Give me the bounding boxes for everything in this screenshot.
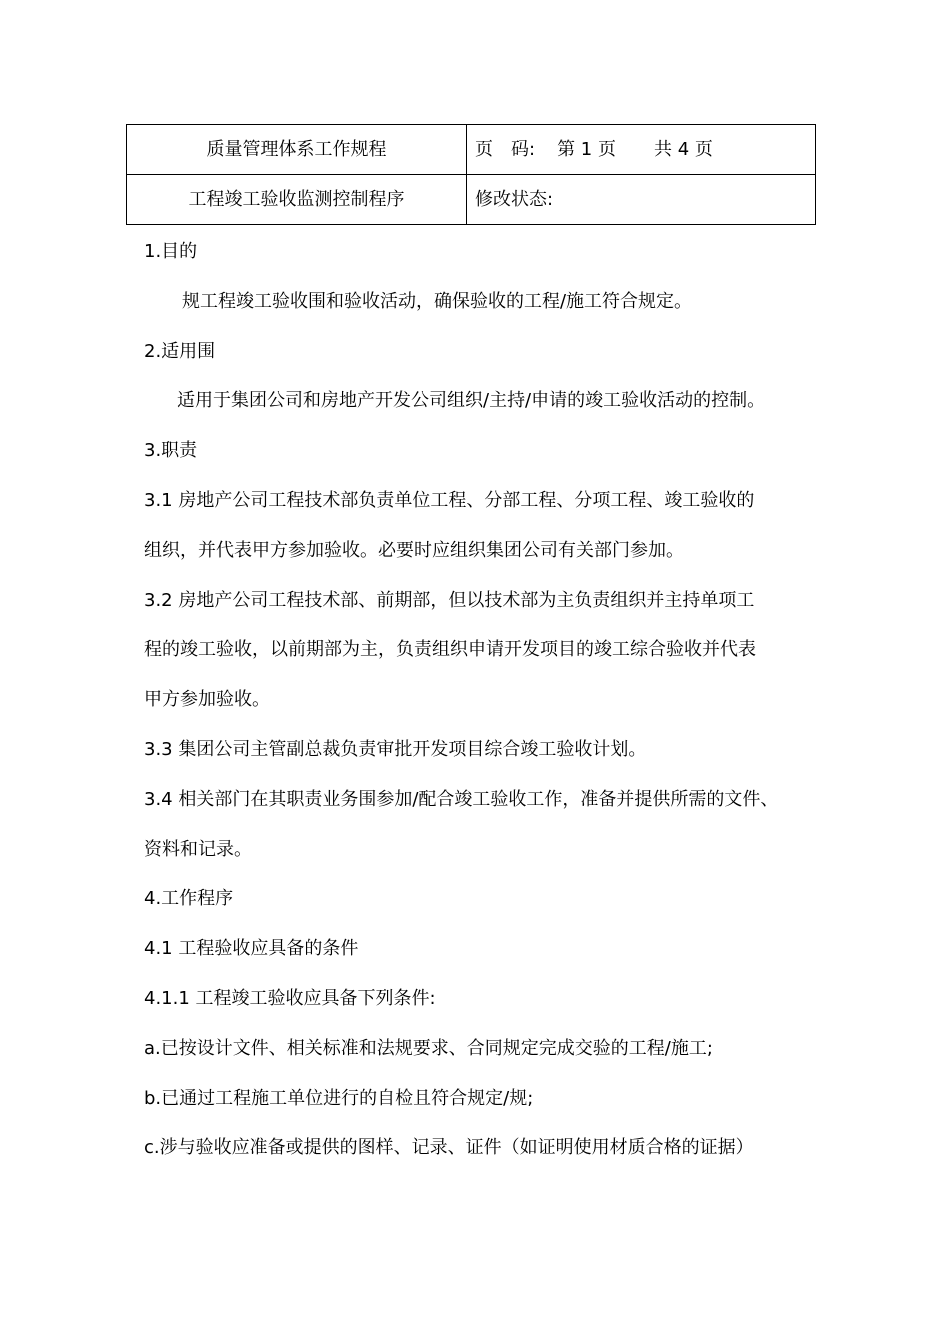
- document-title-cell: 工程竣工验收监测控制程序: [127, 175, 467, 225]
- page-number-label: 页 码:: [475, 139, 536, 160]
- document-category-cell: 质量管理体系工作规程: [127, 125, 467, 175]
- header-row-2: [127, 175, 816, 225]
- revision-status-cell: 修改状态:: [467, 175, 816, 225]
- list-item: c.涉与验收应准备或提供的图样、记录、证件（如证明使用材质合格的证据）: [144, 1137, 754, 1159]
- section-heading: 2.适用围: [144, 340, 216, 362]
- header-row-1: [127, 125, 816, 175]
- list-item: a.已按设计文件、相关标准和法规要求、合同规定完成交验的工程/施工;: [144, 1037, 713, 1059]
- total-pages: 共 4 页: [653, 139, 713, 160]
- section-heading: 1.目的: [144, 241, 198, 262]
- paragraph-line: 甲方参加验收。: [144, 689, 270, 711]
- list-item: b.已通过工程施工单位进行的自检且符合规定/规;: [144, 1087, 534, 1109]
- paragraph-line: 程的竣工验收，以前期部为主，负责组织申请开发项目的竣工综合验收并代表: [144, 639, 756, 661]
- subsection-heading: 4.1 工程验收应具备的条件: [144, 938, 359, 960]
- paragraph-line: 适用于集团公司和房地产开发公司组织/主持/申请的竣工验收活动的控制。: [177, 390, 766, 412]
- paragraph-line: 3.1 房地产公司工程技术部负责单位工程、分部工程、分项工程、竣工验收的: [144, 489, 755, 511]
- paragraph-line: 3.4 相关部门在其职责业务围参加/配合竣工验收工作，准备并提供所需的文件、: [144, 788, 779, 810]
- page-number-cell: [467, 125, 816, 175]
- paragraph-line: 3.3 集团公司主管副总裁负责审批开发项目综合竣工验收计划。: [144, 738, 647, 760]
- section-heading: 4.工作程序: [144, 888, 234, 910]
- paragraph-line: 资料和记录。: [144, 838, 252, 860]
- header-table: [126, 124, 816, 225]
- section-heading: 3.职责: [144, 440, 198, 462]
- paragraph-line: 组织，并代表甲方参加验收。必要时应组织集团公司有关部门参加。: [144, 539, 684, 561]
- current-page: 第 1 页: [557, 139, 616, 160]
- document-body: [144, 227, 824, 1173]
- paragraph-line: 4.1.1 工程竣工验收应具备下列条件:: [144, 987, 436, 1009]
- paragraph-line: 规工程竣工验收围和验收活动，确保验收的工程/施工符合规定。: [182, 290, 693, 312]
- paragraph-line: 3.2 房地产公司工程技术部、前期部，但以技术部为主负责组织并主持单项工: [144, 589, 755, 611]
